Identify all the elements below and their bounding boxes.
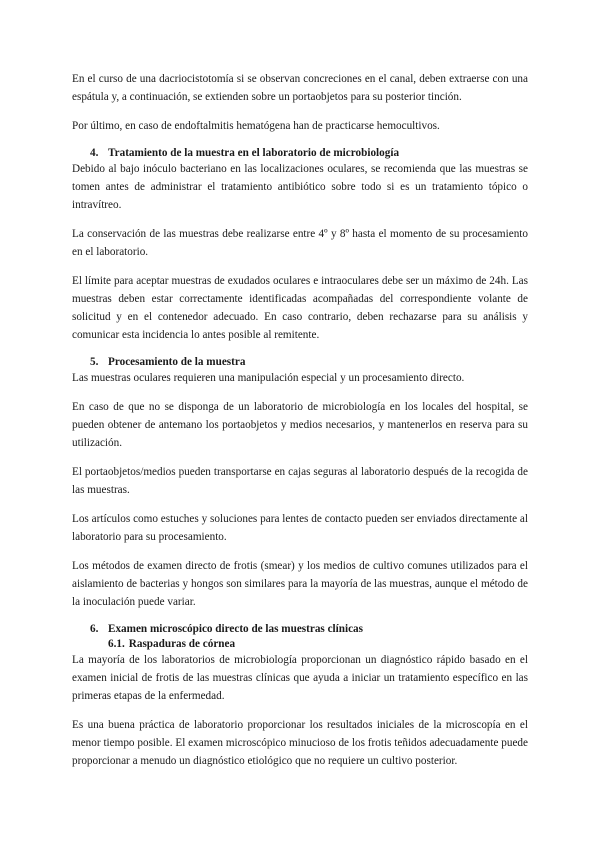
document-page <box>72 70 528 781</box>
subsection-6-1-heading <box>72 637 528 652</box>
paragraph: Por último, en caso de endoftalmitis hematógena han de practicarse hemocultivos. <box>72 119 440 132</box>
section-6-heading <box>72 622 528 637</box>
section-title: Examen microscópico directo de las muestras clínicas <box>108 622 364 635</box>
paragraph: Las muestras oculares requieren una manipulación especial y un procesamiento directo. <box>72 371 465 384</box>
paragraph: La mayoría de los laboratorios de microbiología proporcionan un diagnóstico rápido basado en el examen inicial de frotis de las muestras clínicas que ayuda a iniciar un tratamiento específico en las primeras etapas de la enfermedad. <box>72 653 528 703</box>
paragraph: En caso de que no se disponga de un laboratorio de microbiología en los locales del hospital, se pueden obtener de antemano los portaobjetos y medios necesarios, y mantenerlos en reserva para su utilización. <box>72 400 528 450</box>
paragraph: En el curso de una dacriocistotomía si se observan concreciones en el canal, deben extraerse con una espátula y, a continuación, se extienden sobre un portaobjetos para su posterior tinción. <box>72 73 528 104</box>
section-number: 5. <box>90 355 99 368</box>
section-title: Tratamiento de la muestra en el laboratorio de microbiología <box>108 146 400 159</box>
paragraph: Los artículos como estuches y soluciones para lentes de contacto pueden ser enviados directamente al laboratorio para su procesamiento. <box>72 512 528 543</box>
paragraph: Los métodos de examen directo de frotis (smear) y los medios de cultivo comunes utilizados para el aislamiento de bacterias y hongos son similares para la mayoría de las muestras, aunque el método de la inoculación puede variar. <box>72 559 528 608</box>
subsection-number: 6.1. <box>108 637 125 650</box>
section-4-heading <box>72 146 528 161</box>
section-number: 6. <box>90 622 99 635</box>
paragraph: El límite para aceptar muestras de exudados oculares e intraoculares debe ser un máximo de 24h. Las muestras deben estar correctamente identificadas acompañadas del correspondiente volante de solicitud y en el contenedor adecuado. En caso contrario, deben rechazarse para su análisis y comunicar esta incidencia lo antes posible al remitente. <box>72 274 528 342</box>
subsection-title: Raspaduras de córnea <box>128 637 236 650</box>
paragraph: El portaobjetos/medios pueden transportarse en cajas seguras al laboratorio después de la recogida de las muestras. <box>72 465 528 496</box>
section-title: Procesamiento de la muestra <box>108 355 246 368</box>
section-number: 4. <box>90 146 99 159</box>
paragraph: Debido al bajo inóculo bacteriano en las localizaciones oculares, se recomienda que las muestras se tomen antes de administrar el tratamiento antibiótico sobre todo si es un tratamiento tópico o intravítreo. <box>72 162 528 212</box>
paragraph: La conservación de las muestras debe realizarse entre 4º y 8º hasta el momento de su procesamiento en el laboratorio. <box>72 227 528 258</box>
paragraph: Es una buena práctica de laboratorio proporcionar los resultados iniciales de la microscopía en el menor tiempo posible. El examen microscópico minucioso de los frotis teñidos adecuadamente puede proporcionar a menudo un diagnóstico etiológico que no requiere un cultivo posterior. <box>72 718 528 768</box>
section-5-heading <box>72 355 528 370</box>
